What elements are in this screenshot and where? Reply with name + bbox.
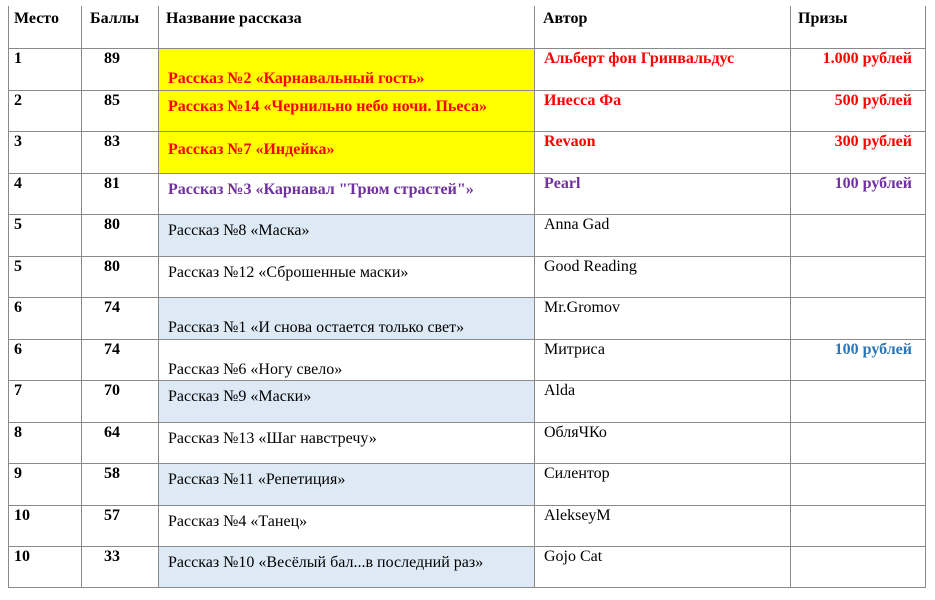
prize-value: 100 рублей [834,340,912,358]
table-row [8,173,926,215]
table-header [8,6,926,48]
grid-row-line [8,422,926,423]
table-row [8,90,926,132]
place-value: 5 [14,257,22,275]
story-title: Рассказ №3 «Карнавал "Трюм страстей"» [168,180,474,198]
results-table [8,6,926,588]
grid-row-line [8,339,926,340]
place-value: 3 [14,133,22,150]
score-value: 83 [104,133,120,150]
grid-row-line [8,90,926,91]
place-value: 8 [14,423,22,441]
place-value: 5 [14,216,22,233]
prize-value: 100 рублей [834,174,912,192]
story-title: Рассказ №11 «Репетиция» [168,471,346,488]
grid-row-line [8,297,926,298]
grid-row-line [8,173,926,174]
table-row [8,505,926,547]
place-value: 1 [14,50,22,67]
score-value: 80 [104,257,120,275]
table-row [8,546,926,588]
prize-value: 500 рублей [834,91,912,109]
story-title: Рассказ №1 «И снова остается только свет» [168,319,465,336]
author-name: Good Reading [544,257,637,275]
place-value: 4 [14,174,22,192]
score-value: 89 [104,50,120,67]
author-name: Revaon [544,133,596,150]
story-title: Рассказ №6 «Ногу свело» [168,360,343,378]
prize-value: 1.000 рублей [822,50,912,67]
place-value: 9 [14,465,22,482]
score-value: 74 [104,299,120,316]
author-name: AlekseyM [544,506,611,524]
place-value: 10 [14,548,30,565]
grid-row-line [8,48,926,49]
author-name: ОбляЧКо [544,423,607,441]
score-value: 70 [104,382,120,399]
grid-row-line [8,256,926,257]
table-row [8,380,926,422]
author-name: Anna Gad [544,216,610,233]
story-title: Рассказ №12 «Сброшенные маски» [168,263,409,281]
table-row [8,256,926,298]
prize-value: 300 рублей [834,133,912,150]
grid-row-line [8,463,926,464]
score-value: 85 [104,91,120,109]
story-title: Рассказ №10 «Весёлый бал...в последний раз» [168,554,484,571]
grid-row-line [8,131,926,132]
author-name: Mr.Gromov [544,299,620,316]
place-value: 6 [14,340,22,358]
table-row [8,214,926,256]
grid-row-line [8,546,926,547]
score-value: 33 [104,548,120,565]
header-author: Автор [543,10,588,27]
story-title: Рассказ №7 «Индейка» [168,141,335,158]
story-title: Рассказ №9 «Маски» [168,388,312,405]
story-title: Рассказ №13 «Шаг навстречу» [168,429,377,447]
place-value: 6 [14,299,22,316]
table-row [8,131,926,173]
author-name: Pearl [544,174,581,192]
table-row [8,422,926,464]
score-value: 58 [104,465,120,482]
table-row [8,297,926,339]
score-value: 81 [104,174,120,192]
place-value: 7 [14,382,22,399]
header-place: Место [14,10,59,27]
place-value: 10 [14,506,30,524]
score-value: 74 [104,340,120,358]
table-row [8,463,926,505]
header-story: Название рассказа [166,10,302,27]
author-name: Инесса Фа [544,91,622,109]
author-name: Митриса [544,340,605,358]
header-score: Баллы [90,10,140,27]
header-prize: Призы [798,10,848,27]
score-value: 57 [104,506,120,524]
grid-row-line [8,587,926,588]
author-name: Альберт фон Гринвальдус [544,50,735,67]
author-name: Силентор [544,465,610,482]
table-row [8,339,926,381]
table-row [8,48,926,90]
story-title: Рассказ №8 «Маска» [168,222,310,239]
score-value: 64 [104,423,120,441]
author-name: Gojo Cat [544,548,603,565]
story-title: Рассказ №4 «Танец» [168,512,308,530]
author-name: Alda [544,382,576,399]
story-title: Рассказ №14 «Чернильно небо ночи. Пьеса» [168,97,487,115]
grid-row-line [8,505,926,506]
place-value: 2 [14,91,22,109]
grid-row-line [8,214,926,215]
score-value: 80 [104,216,120,233]
story-title: Рассказ №2 «Карнавальный гость» [168,70,425,87]
grid-row-line [8,380,926,381]
